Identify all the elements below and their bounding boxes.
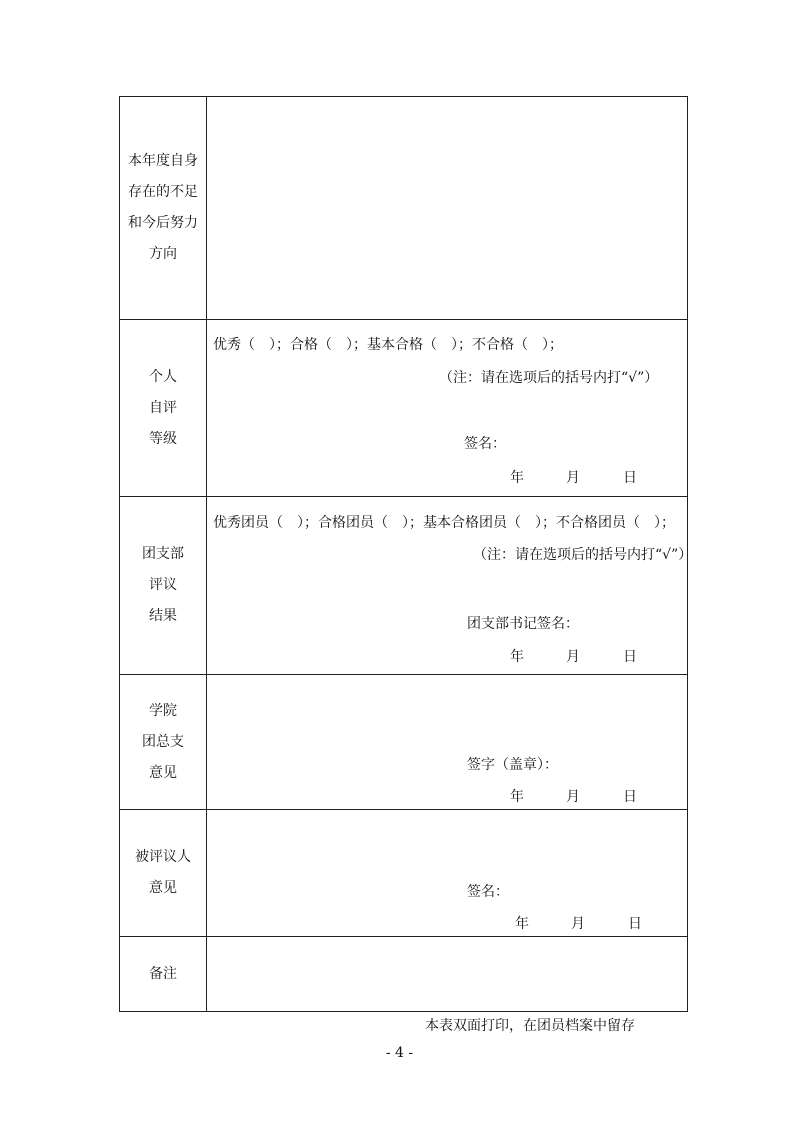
self-rating-label: 个人 [149, 368, 177, 385]
college-opinion-label: 意见 [149, 764, 177, 781]
shortcomings-label: 存在的不足 [128, 184, 198, 200]
date-year-label: 年 [515, 916, 529, 932]
college-opinion-signature-label: 签字（盖章）： [467, 757, 558, 773]
date-year-label: 年 [510, 470, 524, 486]
shortcomings-label: 本年度自身 [128, 153, 198, 169]
college-opinion-label: 学院 [149, 702, 177, 719]
college-opinion-content-cell[interactable] [207, 675, 687, 809]
date-year-label: 年 [510, 649, 524, 665]
branch-review-options[interactable]: 优秀团员（ ）；合格团员（ ）；基本合格团员（ ）；不合格团员（ ）； [213, 515, 675, 531]
self-rating-note: （注：请在选项后的括号内打“√”） [439, 370, 659, 386]
self-rating-label-cell [120, 320, 207, 496]
branch-review-signature-label: 团支部书记签名： [467, 616, 579, 632]
reviewee-opinion-label-cell [120, 810, 207, 936]
date-day-label: 日 [623, 470, 637, 486]
shortcomings-content-cell[interactable] [207, 97, 687, 319]
shortcomings-label-cell [120, 97, 207, 319]
date-month-label: 月 [566, 470, 580, 486]
remarks-label: 备注 [149, 965, 177, 982]
branch-review-row [120, 497, 693, 675]
footer-note: 本表双面打印，在团员档案中留存 [425, 1018, 635, 1034]
reviewee-opinion-label: 被评议人 [135, 849, 191, 865]
remarks-row [120, 937, 687, 1011]
college-opinion-label: 团总支 [142, 733, 184, 750]
page-number: - 4 - [385, 1045, 414, 1061]
date-day-label: 日 [623, 789, 637, 805]
date-day-label: 日 [623, 649, 637, 665]
reviewee-opinion-label: 意见 [149, 880, 177, 896]
branch-review-note: （注：请在选项后的括号内打“√”） [473, 547, 693, 563]
reviewee-opinion-row [120, 810, 687, 937]
self-rating-content-cell [207, 320, 687, 496]
evaluation-form-table [119, 96, 693, 1012]
date-month-label: 月 [566, 789, 580, 805]
self-rating-label: 等级 [149, 430, 177, 447]
branch-review-label: 团支部 [142, 546, 184, 562]
branch-review-label: 评议 [149, 577, 177, 593]
reviewee-opinion-signature-label: 签名： [467, 884, 509, 900]
college-opinion-row [120, 675, 687, 810]
date-month-label: 月 [566, 649, 580, 665]
college-opinion-label-cell [120, 675, 207, 809]
date-month-label: 月 [571, 916, 585, 932]
branch-review-content-cell [207, 497, 693, 674]
shortcomings-label: 和今后努力 [128, 215, 198, 231]
self-rating-row [120, 320, 687, 497]
shortcomings-row [120, 97, 687, 320]
self-rating-signature-label: 签名： [464, 436, 506, 452]
reviewee-opinion-content-cell[interactable] [207, 810, 687, 936]
date-year-label: 年 [510, 789, 524, 805]
branch-review-label: 结果 [149, 608, 177, 624]
shortcomings-label: 方向 [149, 246, 177, 262]
self-rating-label: 自评 [149, 399, 177, 416]
remarks-content-cell[interactable] [207, 937, 687, 1011]
date-day-label: 日 [628, 916, 642, 932]
remarks-label-cell [120, 937, 207, 1011]
self-rating-options[interactable]: 优秀（ ）；合格（ ）；基本合格（ ）；不合格（ ）； [213, 337, 563, 353]
branch-review-label-cell [120, 497, 207, 674]
